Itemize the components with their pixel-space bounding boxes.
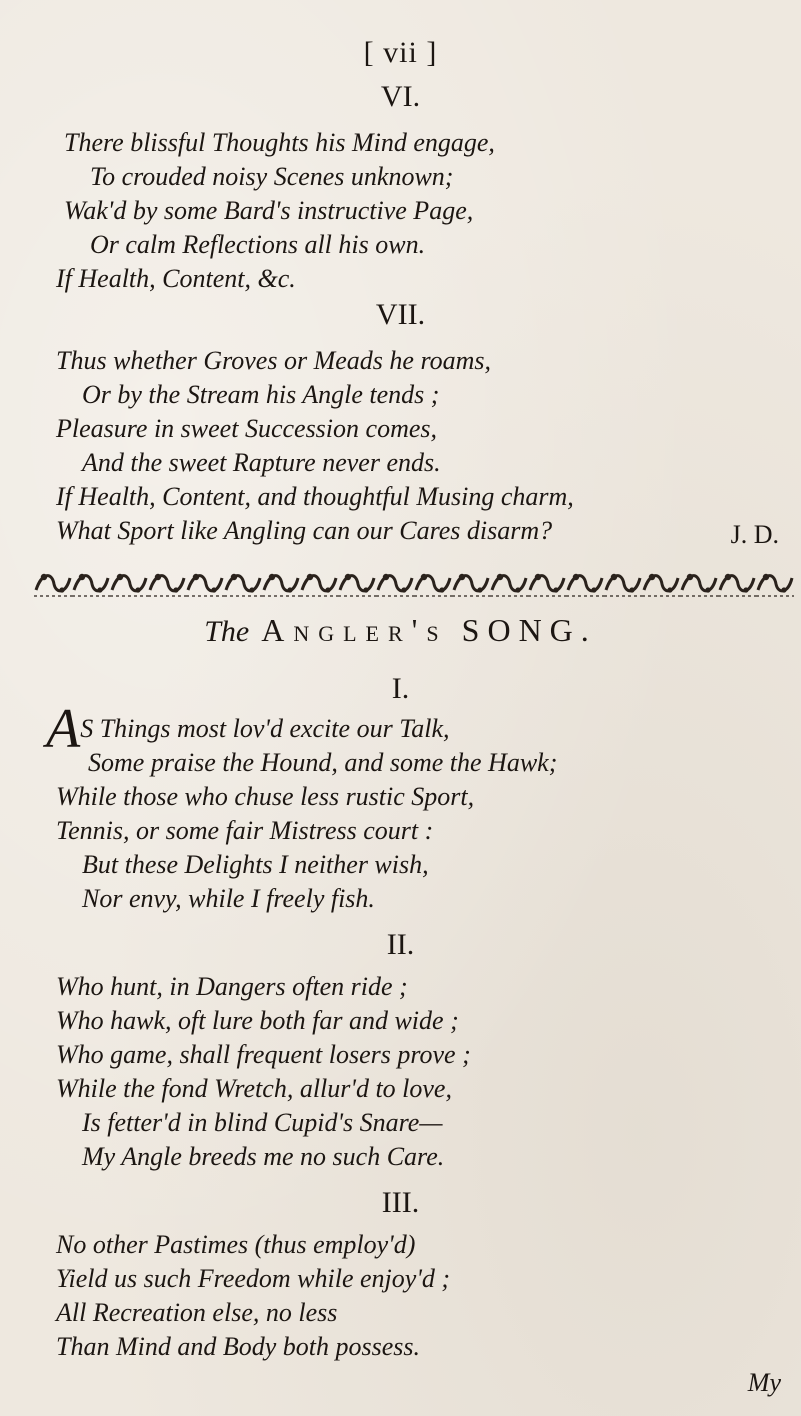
verse-line: My Angle breeds me no such Care.	[82, 1142, 445, 1171]
verse-line: Wak'd by some Bard's instructive Page,	[64, 196, 474, 225]
song-stanza-i	[46, 698, 558, 916]
title-angler: Angler's	[261, 612, 448, 648]
song-stanza-iii	[56, 1228, 450, 1364]
refrain-line: If Health, Content, &c.	[56, 264, 296, 293]
verse-line: Yield us such Freedom while enjoy'd ;	[56, 1264, 451, 1293]
verse-line: While the fond Wretch, allur'd to love,	[56, 1074, 452, 1103]
verse-line: No other Pastimes (thus employ'd)	[56, 1230, 416, 1259]
verse-line: All Recreation else, no less	[56, 1298, 338, 1327]
song-numeral-i: I.	[391, 672, 410, 705]
stanza-vi	[56, 126, 495, 296]
author-signature: J. D.	[730, 520, 779, 549]
title-song: SONG.	[461, 612, 597, 648]
ornament-band	[34, 566, 794, 600]
verse-line: What Sport like Angling can our Cares disarm?	[56, 516, 553, 545]
song-title	[0, 612, 801, 649]
drop-cap: A	[46, 698, 81, 760]
verse-line: Some praise the Hound, and some the Hawk;	[88, 748, 558, 777]
page-number: [ vii ]	[363, 36, 438, 69]
stanza-numeral-vii: VII.	[375, 298, 426, 331]
verse-line: Or calm Reflections all his own.	[90, 230, 426, 259]
title-the: The	[204, 615, 250, 648]
song-numeral-iii: III.	[381, 1186, 420, 1219]
song-numeral-ii: II.	[386, 928, 415, 961]
verse-line: Tennis, or some fair Mistress court :	[56, 816, 434, 845]
song-stanza-ii	[56, 970, 471, 1174]
stanza-vii	[56, 344, 574, 548]
verse-line: And the sweet Rapture never ends.	[82, 448, 441, 477]
verse-line: If Health, Content, and thoughtful Musing charm,	[56, 482, 574, 511]
verse-line: Thus whether Groves or Meads he roams,	[56, 346, 491, 375]
verse-line: To crouded noisy Scenes unknown;	[90, 162, 454, 191]
verse-line: Is fetter'd in blind Cupid's Snare—	[82, 1108, 443, 1137]
verse-line: But these Delights I neither wish,	[82, 850, 429, 879]
stanza-numeral-vi: VI.	[380, 80, 421, 113]
verse-line: Who game, shall frequent losers prove ;	[56, 1040, 471, 1069]
verse-line-first	[46, 698, 557, 760]
verse-line-rest: S Things most lov'd excite our Talk,	[80, 714, 450, 743]
verse-line: Or by the Stream his Angle tends ;	[82, 380, 440, 409]
verse-line: There blissful Thoughts his Mind engage,	[64, 128, 495, 157]
catchword: My	[747, 1368, 781, 1397]
verse-line: While those who chuse less rustic Sport,	[56, 782, 475, 811]
verse-line: Who hunt, in Dangers often ride ;	[56, 972, 408, 1001]
verse-line: Pleasure in sweet Succession comes,	[56, 414, 437, 443]
verse-line: Than Mind and Body both possess.	[56, 1332, 420, 1361]
verse-line: Nor envy, while I freely fish.	[82, 884, 375, 913]
verse-line: Who hawk, oft lure both far and wide ;	[56, 1006, 459, 1035]
